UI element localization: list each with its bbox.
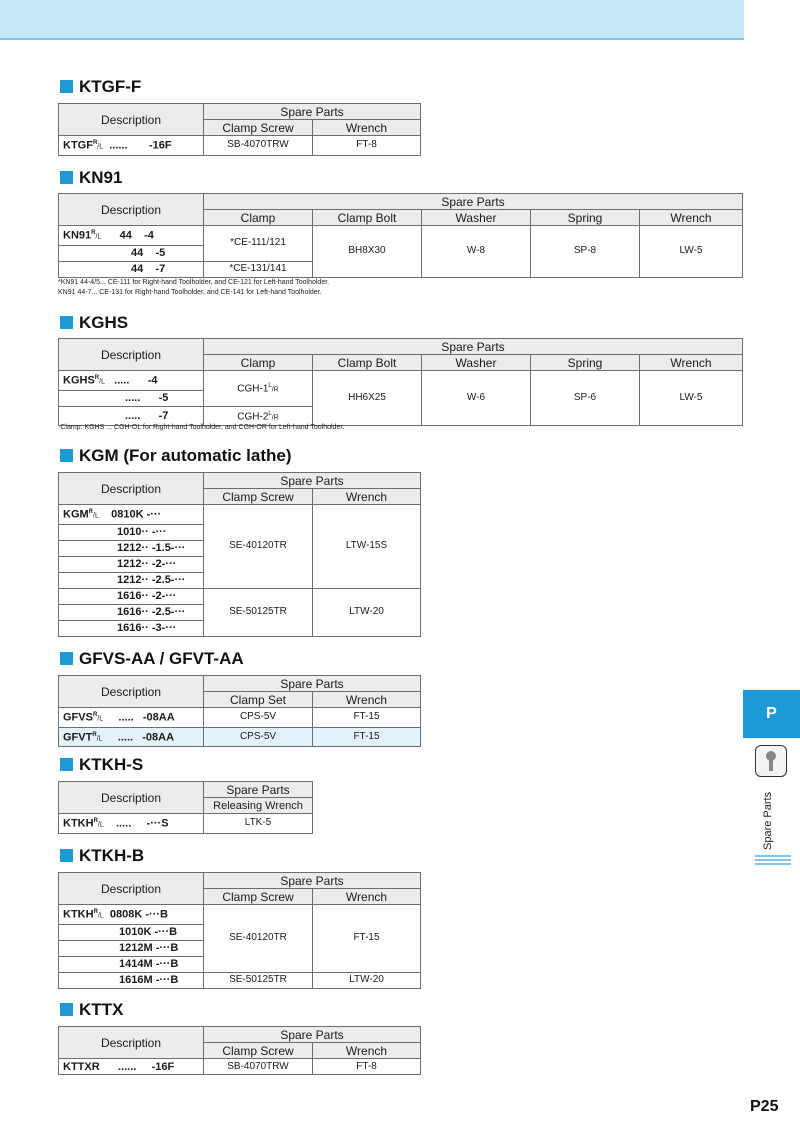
header-description: Description <box>59 782 204 814</box>
side-tab-p[interactable]: P <box>743 690 800 738</box>
square-bullet-icon <box>60 1003 73 1016</box>
header-spare-parts: Spare Parts <box>204 782 313 798</box>
header-spare-parts: Spare Parts <box>204 104 421 120</box>
table-row <box>59 588 421 604</box>
model: KGHS <box>63 374 95 387</box>
note: *KN91 44-4/5... CE-111 for Right-hand Toolholder, and CE-121 for Left-hand Toolholder. <box>58 279 330 286</box>
cell-clamp: CGH-$1^L/R$ <box>204 371 313 407</box>
title-text: KTKH-B <box>79 846 145 865</box>
header-clamp-bolt: Clamp Bolt <box>313 355 422 371</box>
suffix: -5 <box>155 247 166 260</box>
cell-wrench: FT-8 <box>313 136 421 156</box>
table-row <box>59 505 421 525</box>
header-clamp-screw: Clamp Screw <box>204 489 313 505</box>
model: KN91 <box>63 229 92 242</box>
section-title-ktgf <box>60 77 141 97</box>
model: KTGF <box>63 139 93 152</box>
suffix: -7 <box>158 409 169 422</box>
cell-spring: SP-8 <box>531 226 640 278</box>
dots: ..... <box>114 374 130 387</box>
clamp-code: CGH-2 <box>237 410 269 422</box>
cell-clamp-screw: SB-4070TRW <box>204 1059 313 1075</box>
dots: ..... <box>115 817 132 830</box>
header-spare-parts: Spare Parts <box>204 676 421 692</box>
table-row <box>59 226 743 246</box>
cell-clamp: CGH-$2^L/R$ <box>204 406 313 425</box>
suffix: -08AA <box>142 731 175 744</box>
table-kn91 <box>58 193 743 278</box>
model: GFVS <box>63 711 93 724</box>
row-label: 1010K -···B <box>59 924 204 940</box>
dots: ..... <box>125 392 141 405</box>
suffix: -4 <box>147 374 158 387</box>
size: 0808K -···B <box>109 908 168 921</box>
dots: ..... <box>118 711 134 724</box>
header-washer: Washer <box>422 355 531 371</box>
cell-wrench: FT-15 <box>313 905 421 973</box>
row-label: 1414M -···B <box>59 956 204 972</box>
cell-wrench: LTW-15S <box>313 505 421 589</box>
screw-icon <box>755 745 787 777</box>
square-bullet-icon <box>60 758 73 771</box>
size: 44 <box>131 263 144 276</box>
table-row <box>59 972 421 988</box>
suffix: -7 <box>155 263 166 276</box>
row-label <box>59 1059 204 1075</box>
row-label: 1212·· -1.5-··· <box>59 540 204 556</box>
model: KTTXR <box>63 1060 100 1073</box>
title-text: KTKH-S <box>79 755 144 774</box>
section-title-kttx <box>60 1000 123 1020</box>
row-label <box>59 406 204 425</box>
table-kttx <box>58 1026 421 1075</box>
note: KN91 44-7... CE-131 for Right-hand Toolholder, and CE-141 for Left-hand Toolholder. <box>58 289 322 296</box>
square-bullet-icon <box>60 652 73 665</box>
table-kgm <box>58 472 421 637</box>
cell-clamp-bolt: BH8X30 <box>313 226 422 278</box>
header-wrench: Wrench <box>640 355 743 371</box>
cell-spring: SP-6 <box>531 371 640 426</box>
dots: ..... <box>125 409 141 422</box>
header-spring: Spring <box>531 210 640 226</box>
title-text: KGM (For automatic lathe) <box>79 446 292 465</box>
cell-clamp-bolt: HH6X25 <box>313 371 422 426</box>
suffix: -5 <box>158 392 169 405</box>
header-description: Description <box>59 339 204 371</box>
header-description: Description <box>59 473 204 505</box>
dots: ...... <box>109 139 128 152</box>
header-clamp: Clamp <box>204 355 313 371</box>
header-spring: Spring <box>531 355 640 371</box>
table-row <box>59 708 421 728</box>
table-row <box>59 371 743 391</box>
table-row <box>59 1059 421 1075</box>
row-label: $KTKH^R/L$ 0808K -···B <box>59 905 204 925</box>
cell-wrench: FT-15 <box>313 727 421 747</box>
header-wrench: Wrench <box>313 1043 421 1059</box>
suffix: -16F <box>151 1060 175 1073</box>
section-title-ktkhb <box>60 846 144 866</box>
cell-clamp: *CE-131/141 <box>204 261 313 277</box>
table-ktkhb <box>58 872 421 989</box>
table-gfvs <box>58 675 421 747</box>
row-label: $KGHS^R/L$ ..... -4 <box>59 371 204 391</box>
section-title-gfvs <box>60 649 244 669</box>
header-releasing-wrench: Releasing Wrench <box>204 798 313 814</box>
header-wrench: Wrench <box>313 692 421 708</box>
header-description: Description <box>59 194 204 226</box>
model: KGM <box>63 508 89 521</box>
page-number: P25 <box>750 1098 779 1115</box>
row-label: 1212M -···B <box>59 940 204 956</box>
header-description: Description <box>59 873 204 905</box>
model: KTKH <box>63 908 94 921</box>
cell-clamp-set: CPS-5V <box>204 708 313 728</box>
table-row <box>59 727 421 747</box>
side-stripes <box>755 855 791 867</box>
cell-releasing-wrench: LTK-5 <box>204 814 313 834</box>
title-text: KTGF-F <box>79 77 142 96</box>
header-spare-parts: Spare Parts <box>204 339 743 355</box>
table-row <box>59 814 313 834</box>
cell-wrench: FT-15 <box>313 708 421 728</box>
section-title-kgm <box>60 446 292 466</box>
cell-clamp: *CE-111/121 <box>204 226 313 262</box>
header-spare-parts: Spare Parts <box>204 873 421 889</box>
cell-washer: W-8 <box>422 226 531 278</box>
size: 44 <box>131 247 144 260</box>
cell-wrench: LW-5 <box>640 226 743 278</box>
cell-clamp-screw: SB-4070TRW <box>204 136 313 156</box>
header-washer: Washer <box>422 210 531 226</box>
clamp-code: CGH-1 <box>237 383 269 395</box>
row-label <box>59 261 204 277</box>
suffix: -···S <box>146 817 169 830</box>
header-description: Description <box>59 1027 204 1059</box>
note: ·Clamp: KGHS ... CGH-OL for Right-hand Toolholder, and CGH-OR for Left-hand Toolholder. <box>58 424 345 431</box>
square-bullet-icon <box>60 449 73 462</box>
cell-washer: W-6 <box>422 371 531 426</box>
cell-wrench: LTW-20 <box>313 588 421 636</box>
side-label: Spare Parts <box>762 791 774 850</box>
row-label: 1010·· -··· <box>59 524 204 540</box>
header-wrench: Wrench <box>313 489 421 505</box>
model: GFVT <box>63 731 93 744</box>
header-clamp-screw: Clamp Screw <box>204 120 313 136</box>
model: KTKH <box>63 817 94 830</box>
size: 44 <box>119 229 132 242</box>
row-label: $KTGF^R/L$ ...... -16F <box>59 136 204 156</box>
dots: ..... <box>117 731 134 744</box>
section-title-kghs <box>60 313 128 333</box>
table-ktgf <box>58 103 421 156</box>
header-wrench: Wrench <box>313 889 421 905</box>
cell-wrench: FT-8 <box>313 1059 421 1075</box>
row-label: $KGM^R/L$ 0810K -··· <box>59 505 204 525</box>
row-label: $GFVS^R/L$ ..... -08AA <box>59 708 204 728</box>
row-label: 1616·· -2-··· <box>59 588 204 604</box>
row-label: $KTKH^R/L$ ..... -···S <box>59 814 204 834</box>
section-title-kn91 <box>60 168 122 188</box>
dots: ...... <box>118 1060 137 1073</box>
table-kghs <box>58 338 743 426</box>
title-text: KTTX <box>79 1000 124 1019</box>
row-label: $GFVT^R/L$ ..... -08AA <box>59 727 204 747</box>
table-row <box>59 905 421 925</box>
top-banner <box>0 0 744 40</box>
row-label: 1616·· -2.5-··· <box>59 604 204 620</box>
header-description: Description <box>59 676 204 708</box>
cell-clamp-screw: SE-40120TR <box>204 905 313 973</box>
square-bullet-icon <box>60 80 73 93</box>
header-spare-parts: Spare Parts <box>204 1027 421 1043</box>
size: 0810K -··· <box>111 508 162 521</box>
square-bullet-icon <box>60 171 73 184</box>
square-bullet-icon <box>60 316 73 329</box>
row-label <box>59 390 204 406</box>
suffix: -4 <box>144 229 154 242</box>
header-spare-parts: Spare Parts <box>204 194 743 210</box>
header-clamp-bolt: Clamp Bolt <box>313 210 422 226</box>
title-text: KGHS <box>79 313 129 332</box>
row-label: $KN91^R/L$ 44 -4 <box>59 226 204 246</box>
header-clamp-set: Clamp Set <box>204 692 313 708</box>
title-text: KN91 <box>79 168 123 187</box>
row-label: 1616·· -3-··· <box>59 620 204 636</box>
header-description: Description <box>59 104 204 136</box>
header-spare-parts: Spare Parts <box>204 473 421 489</box>
section-title-ktkhs <box>60 755 143 775</box>
cell-clamp-screw: SE-50125TR <box>204 972 313 988</box>
suffix: -08AA <box>142 711 175 724</box>
title-text: GFVS-AA / GFVT-AA <box>79 649 244 668</box>
row-label <box>59 245 204 261</box>
row-label: 1616M -···B <box>59 972 204 988</box>
table-ktkhs <box>58 781 313 834</box>
cell-clamp-set: CPS-5V <box>204 727 313 747</box>
row-label: 1212·· -2.5-··· <box>59 572 204 588</box>
table-row <box>59 136 421 156</box>
cell-wrench: LTW-20 <box>313 972 421 988</box>
cell-clamp-screw: SE-50125TR <box>204 588 313 636</box>
header-clamp-screw: Clamp Screw <box>204 1043 313 1059</box>
suffix: -16F <box>149 139 172 152</box>
header-clamp-screw: Clamp Screw <box>204 889 313 905</box>
header-clamp: Clamp <box>204 210 313 226</box>
cell-wrench: LW-5 <box>640 371 743 426</box>
square-bullet-icon <box>60 849 73 862</box>
cell-clamp-screw: SE-40120TR <box>204 505 313 589</box>
row-label: 1212·· -2-··· <box>59 556 204 572</box>
header-wrench: Wrench <box>640 210 743 226</box>
header-wrench: Wrench <box>313 120 421 136</box>
